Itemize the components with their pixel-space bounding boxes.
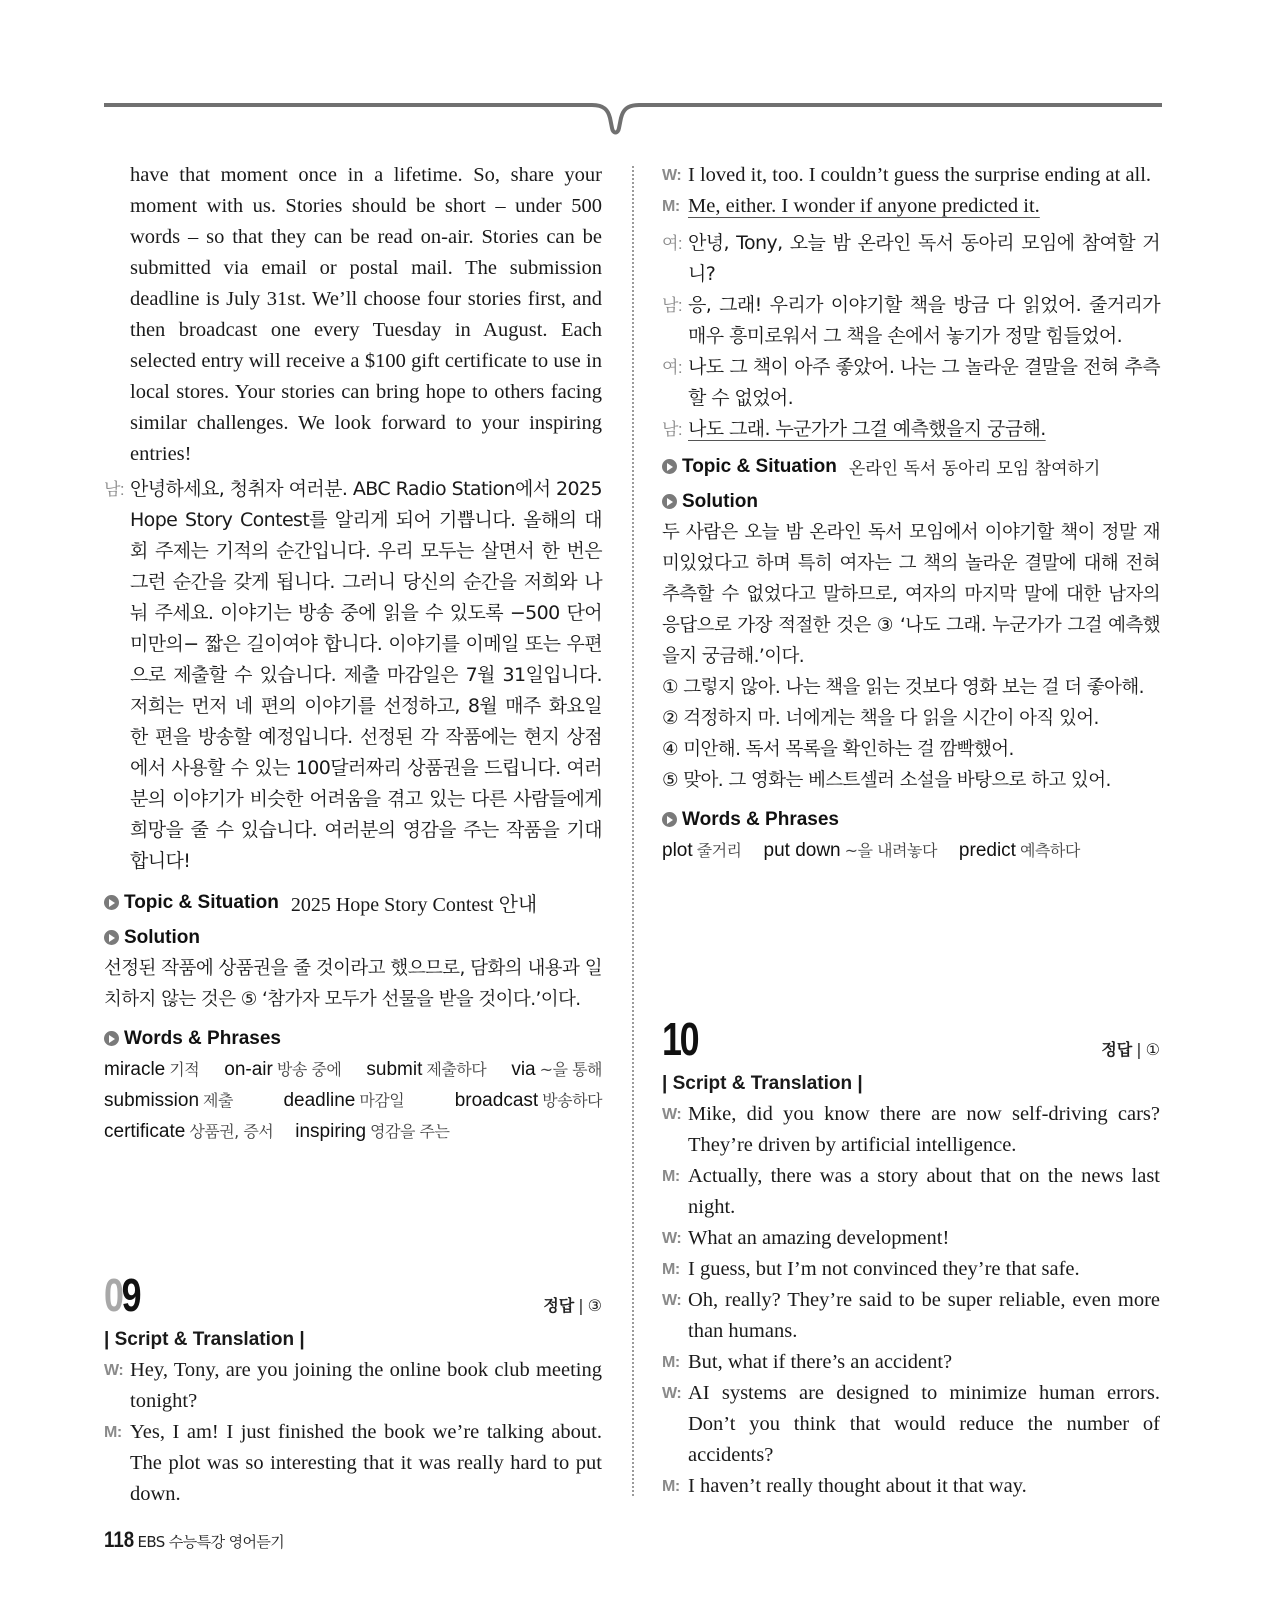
speaker-label: M: bbox=[662, 1354, 680, 1371]
words-heading bbox=[104, 1023, 602, 1054]
script-text: AI systems are designed to minimize human errors. Don’t you think that would reduce the number of accidents? bbox=[688, 1382, 1160, 1466]
word-item: broadcast 방송하다 bbox=[454, 1090, 602, 1111]
script-turn bbox=[662, 1471, 1160, 1502]
script-text-answer: Me, either. I wonder if anyone predicted it. bbox=[688, 195, 1040, 217]
words-list bbox=[104, 1054, 602, 1147]
words-label: Words & Phrases bbox=[124, 1027, 281, 1049]
choice-item: ⑤ 맞아. 그 영화는 베스트셀러 소설을 바탕으로 하고 있어. bbox=[662, 770, 1111, 791]
speaker-label: M: bbox=[662, 1168, 680, 1185]
words-heading bbox=[662, 804, 1160, 835]
translation-turn bbox=[662, 290, 1160, 352]
script-turn bbox=[104, 1417, 602, 1510]
word-item: via ~을 통해 bbox=[511, 1059, 602, 1080]
speaker-label: M: bbox=[104, 1424, 122, 1441]
words-row bbox=[662, 835, 1160, 866]
translation-turn bbox=[104, 474, 602, 877]
speaker-label: W: bbox=[662, 1385, 682, 1402]
speaker-label: M: bbox=[662, 1478, 680, 1495]
topic-value: 온라인 독서 동아리 모임 참여하기 bbox=[848, 459, 1101, 479]
words-row bbox=[104, 1085, 602, 1116]
word-item: submit 제출하다 bbox=[366, 1059, 487, 1080]
solution-label: Solution bbox=[124, 926, 200, 948]
play-bullet-icon bbox=[662, 812, 677, 827]
speaker-label: M: bbox=[662, 1261, 680, 1278]
right-column bbox=[662, 160, 1160, 1497]
script-text: I loved it, too. I couldn’t guess the surprise ending at all. bbox=[688, 164, 1152, 186]
script-text: But, what if there’s an accident? bbox=[688, 1351, 953, 1373]
word-item: submission 제출 bbox=[104, 1090, 233, 1111]
script-turn bbox=[662, 160, 1160, 191]
question-header bbox=[104, 1269, 602, 1321]
script-turn bbox=[662, 1285, 1160, 1347]
script-text: Actually, there was a story about that on the news last night. bbox=[688, 1165, 1160, 1218]
choice-item: ② 걱정하지 마. 너에게는 책을 다 읽을 시간이 아직 있어. bbox=[662, 708, 1099, 729]
script-turn bbox=[662, 1254, 1160, 1285]
translation-turn bbox=[662, 228, 1160, 290]
script-heading: | Script & Translation | bbox=[662, 1073, 863, 1094]
topic-heading bbox=[662, 451, 1160, 482]
script-turn bbox=[662, 191, 1160, 222]
topic-label: Topic & Situation bbox=[124, 891, 279, 913]
column-divider bbox=[632, 166, 634, 1496]
question-header bbox=[662, 1013, 1160, 1065]
speaker-label: W: bbox=[662, 1230, 682, 1247]
top-rule-divider bbox=[104, 96, 1162, 140]
speaker-label: 남: bbox=[662, 420, 683, 439]
question-number: 10 bbox=[662, 1013, 698, 1065]
page-footer bbox=[104, 1527, 284, 1553]
question-10 bbox=[662, 1013, 1160, 1502]
word-item: plot 줄거리 bbox=[662, 840, 742, 861]
script-text: I haven’t really thought about it that way. bbox=[688, 1475, 1027, 1497]
word-item: predict 예측하다 bbox=[958, 840, 1080, 861]
topic-label: Topic & Situation bbox=[682, 455, 837, 477]
choice-item: ④ 미안해. 독서 목록을 확인하는 걸 깜빡했어. bbox=[662, 739, 1014, 760]
question-9 bbox=[104, 1269, 602, 1510]
solution-heading bbox=[104, 922, 602, 953]
script-text: What an amazing development! bbox=[688, 1227, 950, 1249]
question-number: 09 bbox=[104, 1269, 140, 1321]
words-label: Words & Phrases bbox=[682, 808, 839, 830]
speaker-label: W: bbox=[662, 1106, 682, 1123]
book-title: EBS 수능특강 영어듣기 bbox=[137, 1533, 285, 1551]
script-turn bbox=[662, 1161, 1160, 1223]
solution-text: 선정된 작품에 상품권을 줄 것이라고 했으므로, 담화의 내용과 일치하지 않는 것은 ⑤ ‘참가자 모두가 선물을 받을 것이다.’이다. bbox=[104, 958, 602, 1010]
script-continuation: have that moment once in a lifetime. So, share your moment with us. Stories should be short – under 500 words – so that they can be read on-air. Stories can be submitted via email or postal mail. The submission deadline is July 31st. We’ll choose four stories first, and then broadcast one every Tuesday in August. Each selected entry will receive a $100 gift certificate to use in local stores. Your stories can bring hope to others facing similar challenges. We look forward to your inspiring entries! bbox=[130, 164, 602, 465]
translation-text: 안녕, Tony, 오늘 밤 온라인 독서 동아리 모임에 참여할 거니? bbox=[688, 232, 1160, 285]
script-turn bbox=[662, 1347, 1160, 1378]
speaker-label: W: bbox=[104, 1362, 124, 1379]
script-text: Yes, I am! I just finished the book we’re talking about. The plot was so interesting that it was really hard to put down. bbox=[130, 1421, 602, 1505]
script-text: Mike, did you know there are now self-driving cars? They’re driven by artificial intelligence. bbox=[688, 1103, 1160, 1156]
script-text: Hey, Tony, are you joining the online book club meeting tonight? bbox=[130, 1359, 602, 1412]
script-turn bbox=[662, 1223, 1160, 1254]
translation-text: 응, 그래! 우리가 이야기할 책을 방금 다 읽었어. 줄거리가 매우 흥미로워서 그 책을 손에서 놓기가 정말 힘들었어. bbox=[688, 294, 1160, 347]
translation-block bbox=[662, 228, 1160, 445]
play-bullet-icon bbox=[662, 459, 677, 474]
speaker-label: W: bbox=[662, 167, 682, 184]
solution-text: 두 사람은 오늘 밤 온라인 독서 모임에서 이야기할 책이 정말 재미있었다고 하며 특히 여자는 그 책의 놀라운 결말에 대해 전혀 추측할 수 없었다고 말하므로, 여자의 마지막 말에 대한 남자의 응답으로 가장 적절한 것은 ③ ‘나도 그래. 누군가가 그걸 예측했을지 궁금해.’이다. bbox=[662, 522, 1160, 667]
script-turn bbox=[662, 1378, 1160, 1471]
speaker-label: W: bbox=[662, 1292, 682, 1309]
words-list bbox=[662, 835, 1160, 866]
solution-heading bbox=[662, 486, 1160, 517]
script-text: I guess, but I’m not convinced they’re that safe. bbox=[688, 1258, 1080, 1280]
speaker-label: 남: bbox=[662, 296, 683, 315]
word-item: miracle 기적 bbox=[104, 1059, 200, 1080]
speaker-label: 여: bbox=[662, 358, 683, 377]
translation-text: 나도 그 책이 아주 좋았어. 나는 그 놀라운 결말을 전혀 추측할 수 없었어. bbox=[688, 356, 1160, 409]
play-bullet-icon bbox=[104, 930, 119, 945]
word-item: certificate 상품권, 증서 bbox=[104, 1121, 274, 1142]
script-turn bbox=[104, 1355, 602, 1417]
translation-text-answer: 나도 그래. 누군가가 그걸 예측했을지 궁금해. bbox=[688, 418, 1046, 440]
solution-label: Solution bbox=[682, 490, 758, 512]
script-turn bbox=[662, 1099, 1160, 1161]
translation-turn bbox=[662, 414, 1160, 445]
script-text: Oh, really? They’re said to be super reliable, even more than humans. bbox=[688, 1289, 1160, 1342]
topic-heading bbox=[104, 887, 602, 918]
script-heading: | Script & Translation | bbox=[104, 1329, 305, 1350]
speaker-label: M: bbox=[662, 198, 680, 215]
translation-turn bbox=[662, 352, 1160, 414]
choice-item: ① 그렇지 않아. 나는 책을 읽는 것보다 영화 보는 걸 더 좋아해. bbox=[662, 677, 1144, 698]
play-bullet-icon bbox=[104, 1031, 119, 1046]
play-bullet-icon bbox=[104, 895, 119, 910]
left-column bbox=[104, 160, 602, 1505]
word-item: put down ~을 내려놓다 bbox=[763, 840, 937, 861]
play-bullet-icon bbox=[662, 494, 677, 509]
words-row bbox=[104, 1054, 602, 1085]
word-item: inspiring 영감을 주는 bbox=[295, 1121, 450, 1142]
page-number: 118 bbox=[104, 1527, 135, 1552]
words-row bbox=[104, 1116, 602, 1147]
word-item: deadline 마감일 bbox=[283, 1090, 405, 1111]
answer-badge: 정답 | ① bbox=[1101, 1040, 1160, 1059]
answer-badge: 정답 | ③ bbox=[543, 1296, 602, 1315]
translation-text: 안녕하세요, 청취자 여러분. ABC Radio Station에서 2025 Hope Story Contest를 알리게 되어 기쁩니다. 올해의 대회 주제는 기적의 순간입니다. 우리 모두는 살면서 한 번은 그런 순간을 갖게 됩니다. 그러니 당신의 순간을 저희와 나눠 주세요. 이야기는 방송 중에 읽을 수 있도록 −500 단어 미만의− 짧은 길이여야 합니다. 이야기를 이메일 또는 우편으로 제출할 수 있습니다. 제출 마감일은 7월 31일입니다. 저희는 먼저 네 편의 이야기를 선정하고, 8월 매주 화요일 한 편을 방송할 예정입니다. 선정된 각 작품에는 현지 상점에서 사용할 수 있는 100달러짜리 상품권을 드립니다. 여러분의 이야기가 비슷한 어려움을 겪고 있는 다른 사람들에게 희망을 줄 수 있습니다. 여러분의 영감을 주는 작품을 기대합니다! bbox=[130, 478, 602, 872]
speaker-label: 여: bbox=[662, 234, 683, 253]
speaker-label: 남: bbox=[104, 480, 125, 499]
word-item: on-air 방송 중에 bbox=[224, 1059, 342, 1080]
topic-value: 2025 Hope Story Contest 안내 bbox=[290, 894, 538, 916]
